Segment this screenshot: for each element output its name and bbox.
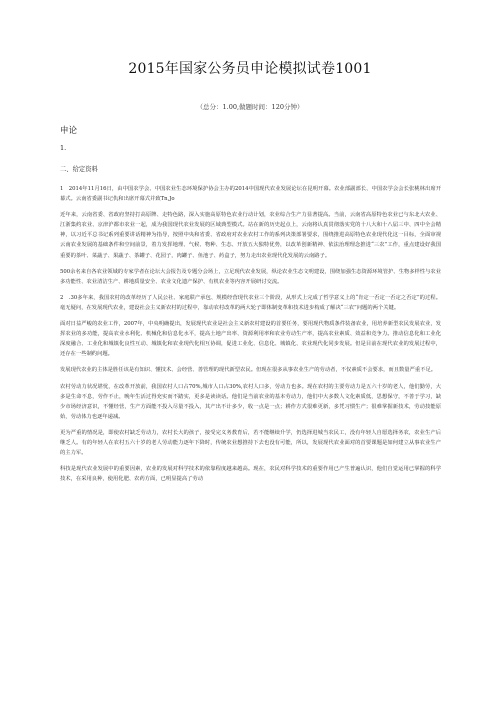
paragraph: 500余名来自各农业领域的专家学者在论坛大会报告及专题分会场上，立足现代农业发展，纵论农业生态文明建设，围绕加强生态资源环境管护、生物多样性与农业多功能性、农业清洁生产、耕地质量安全、农业文化遗产保护、有机农业等内容开展研讨交流。 <box>60 268 441 285</box>
paragraph: 2 .30多年来，我国农村的改革经历了人民公社、家庭联产承包、规模经营现代农业三个阶段，从形式上完成了哲学意义上的“肯定一否定一否定之否定”的过程。毫无疑问，在发展现代农业，建设社会主义新农村的过程中，靠动农村改革的两大轮子即体制变革和技术进步构成了解决“三农”问题的两个关键。 <box>60 294 441 311</box>
paragraph: 近年来，云南省委、省政府坚持打高原牌、走特色路，深入实施高原特色农业行动计划，农业综合生产力显著提高。当前，云南省高原特色农业已与东北大农业、江浙集约农业、京津沪都市农业一起，成为我国现代农业发展的区域典型模式。站在新的历史起点上，云南将认真贯彻落实党的十八大和十八届三中、四中全会精神，以习近平总书记系列重要讲话精神为指导，按照中央和省委、省政府对农业农村工作的系列决策部署要求，围绕推进高原特色农业现代化这一目标，全面审视云南农业发展的基础条件和空间前景，着力发挥地理、气候、物种、生态、开放五大独特优势，以改革创新精神、依法治理理念推进“三农”工作，重点建设好我国重要的茶叶、菜蔬子、果蔬子、茶罐子、花园子，肉罐子、鱼池子、药盒子，努力走出农业现代化发展的云南路子。 <box>60 212 441 259</box>
document-body <box>60 184 441 490</box>
document-title: 2015年国家公务员申论模拟试卷1001 <box>128 61 372 77</box>
paragraph: 科技是现代农业发展中的重要因素，农业的发展对科学技术的依靠程度越来越高。现在，农民对科学技术的重要作用已产生普遍认识，他们自觉运用已掌握的科学技术，在采用良种，使用化肥、农药方面，已明显提高了劳动 <box>60 466 441 483</box>
paragraph: 1 2014年11月16日，由中国农学会、中国农业生态环境保护协会主办的2014中国现代农业发展论坛在昆明开幕。农业部副部长、中国农学会会长张桃林出席开幕式。云南省委副书记仇和出席开幕式并致Tn,Jo <box>60 186 441 203</box>
exam-meta: （总分：1.00,做题时间：120分钟） <box>196 103 304 111</box>
paragraph: 更为严重的情况是，即使农村缺乏劳动力，农村长大的孩子，接受完义务教育后，若不能继续升学，仍选择进城当农民工，没有年轻人自愿选择务农，农业生产后继乏人。有的年轻人在农村五六十岁的老人劳动能力逐年下降时，传统农业想推持下去也没有可能，所以，发展现代农业面对的首要课题是如何建立从事农业生产的主力军。 <box>60 429 441 457</box>
paragraph: 农村劳动力状况堪忧，在改革开放前，我国农村人口占70%,城市人口占30%,农村人口多，劳动力也多。现在农村的主要劳动力是五六十岁的老人，他们勤劳，大多是生命不息，劳作不止，晚年生活过得充实而不踏实，更多是读读话。他们是当前农业的基本劳动力，他们中大多数人文化素质低，思想保守，不善于学习，缺少市场经济意识，不懂经营，生产方面能不投入尽量不投入，其产出不计多少，收一点是一点；耕作方式很难更新，多凭习惯生产；很难掌握新技术，劳动技能原始，劳动体力也逐年递减。 <box>60 383 441 420</box>
section-heading: 申论 <box>60 126 78 136</box>
section-subheading: 二、给定资料 <box>60 166 98 173</box>
question-number: 1. <box>60 144 67 152</box>
paragraph: 发展现代农业的主体是胜任该是有知识、懂技术、会经营、善管理的现代新型农民。但现在很多从事农业生产的劳动者，不仅素质不会要求，而且数量严重不足。 <box>60 367 437 374</box>
paragraph: 面对日益严峻的农业工作，2007年，中央明确提出，发展现代农业是社会主义新农村建设的首要任务，要用现代物质条件装备农业，用培养新型农民发展农业，发挥农业的多功能，提高农业水利化、机械化和信息化水平，提高土地产出率、资源利用率和农业劳动生产率，提高农业素质、效益和竞争力。推动信息化和工业化深度融合、工业化和城镇化良性互动、城镇化和农业现代化相互协调，促进工业化、信息化、城镇化、农业现代化同步发展。但是目前在现代农业的发展过程中，还存在一些制约问题。 <box>60 321 441 358</box>
